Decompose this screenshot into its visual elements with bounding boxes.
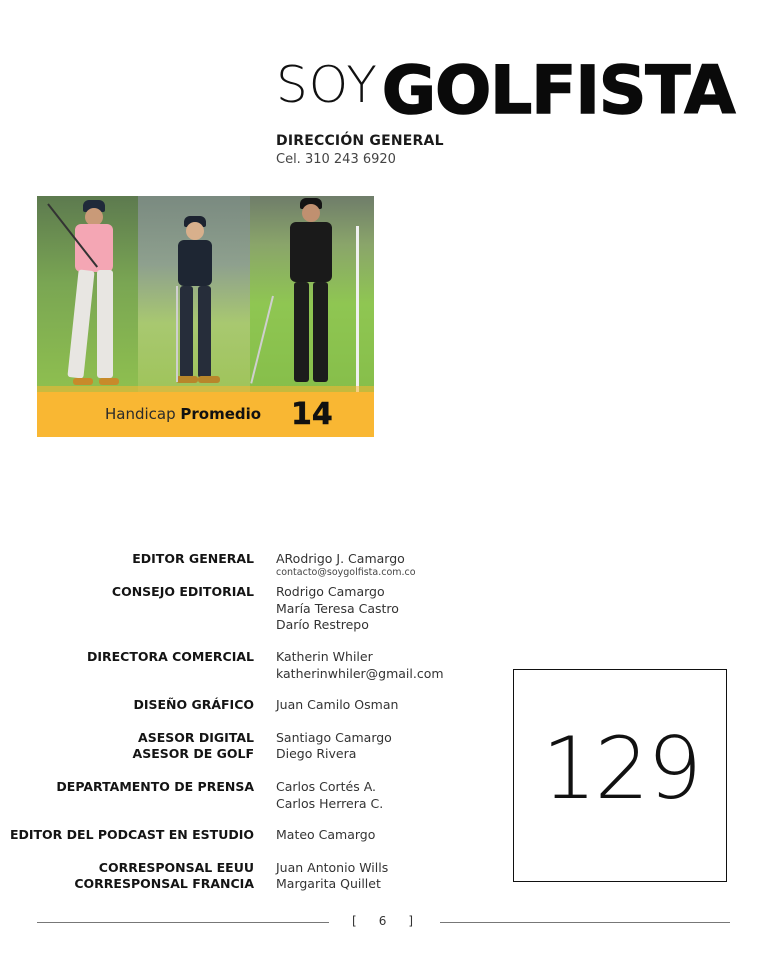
credit-names: Juan Camilo Osman: [276, 697, 399, 712]
credit-names: Katherin Whiler katherinwhiler@gmail.com: [276, 649, 444, 681]
direccion-general-title: DIRECCIÓN GENERAL: [276, 133, 444, 149]
credit-names: Carlos Cortés A. Carlos Herrera C.: [276, 779, 384, 811]
logo-name: GOLFISTA: [381, 52, 735, 129]
credit-names: Mateo Camargo: [276, 827, 376, 842]
handicap-label: Handicap Promedio: [105, 405, 262, 423]
photo-panel-golfer-swing: [37, 196, 138, 392]
contact-email: contacto@soygolfista.com.co: [276, 566, 416, 578]
credit-names: Diego Rivera: [276, 746, 357, 761]
footer-rule-left: [37, 922, 329, 923]
footer-rule-right: [440, 922, 730, 923]
handicap-band: [37, 392, 374, 437]
credit-role: DEPARTAMENTO DE PRENSA: [56, 779, 254, 794]
credit-role: ASESOR DIGITAL: [138, 730, 254, 745]
credit-role: DISEÑO GRÁFICO: [133, 697, 254, 712]
credit-names: ARodrigo J. Camargo contacto@soygolfista.com.co: [276, 551, 416, 578]
credit-names: Santiago Camargo: [276, 730, 392, 745]
credit-role: ASESOR DE GOLF: [132, 746, 254, 761]
credit-role: EDITOR GENERAL: [132, 551, 254, 566]
golfers-photo: [37, 196, 374, 437]
credit-role: DIRECTORA COMERCIAL: [86, 649, 254, 664]
issue-number: 129: [541, 719, 701, 819]
credit-names: Rodrigo Camargo María Teresa Castro Darío Restrepo: [276, 584, 399, 632]
credit-role: CORRESPONSAL FRANCIA: [74, 876, 254, 891]
credit-role: CORRESPONSAL EEUU: [98, 860, 254, 875]
photo-panel-golfer-standing: [138, 196, 250, 392]
issue-number-box: [513, 669, 727, 882]
page-number: [ 6 ]: [352, 914, 414, 928]
logo-prefix: SOY: [276, 56, 378, 114]
direccion-general-phone: Cel. 310 243 6920: [276, 152, 396, 167]
handicap-value: 14: [291, 397, 333, 432]
photo-panel-golfer-flag: [250, 196, 374, 392]
credit-role: CONSEJO EDITORIAL: [111, 584, 254, 599]
credit-names: Juan Antonio Wills: [276, 860, 389, 875]
magazine-logo: [276, 52, 735, 129]
credit-role: EDITOR DEL PODCAST EN ESTUDIO: [9, 827, 254, 842]
credit-names: Margarita Quillet: [276, 876, 381, 891]
